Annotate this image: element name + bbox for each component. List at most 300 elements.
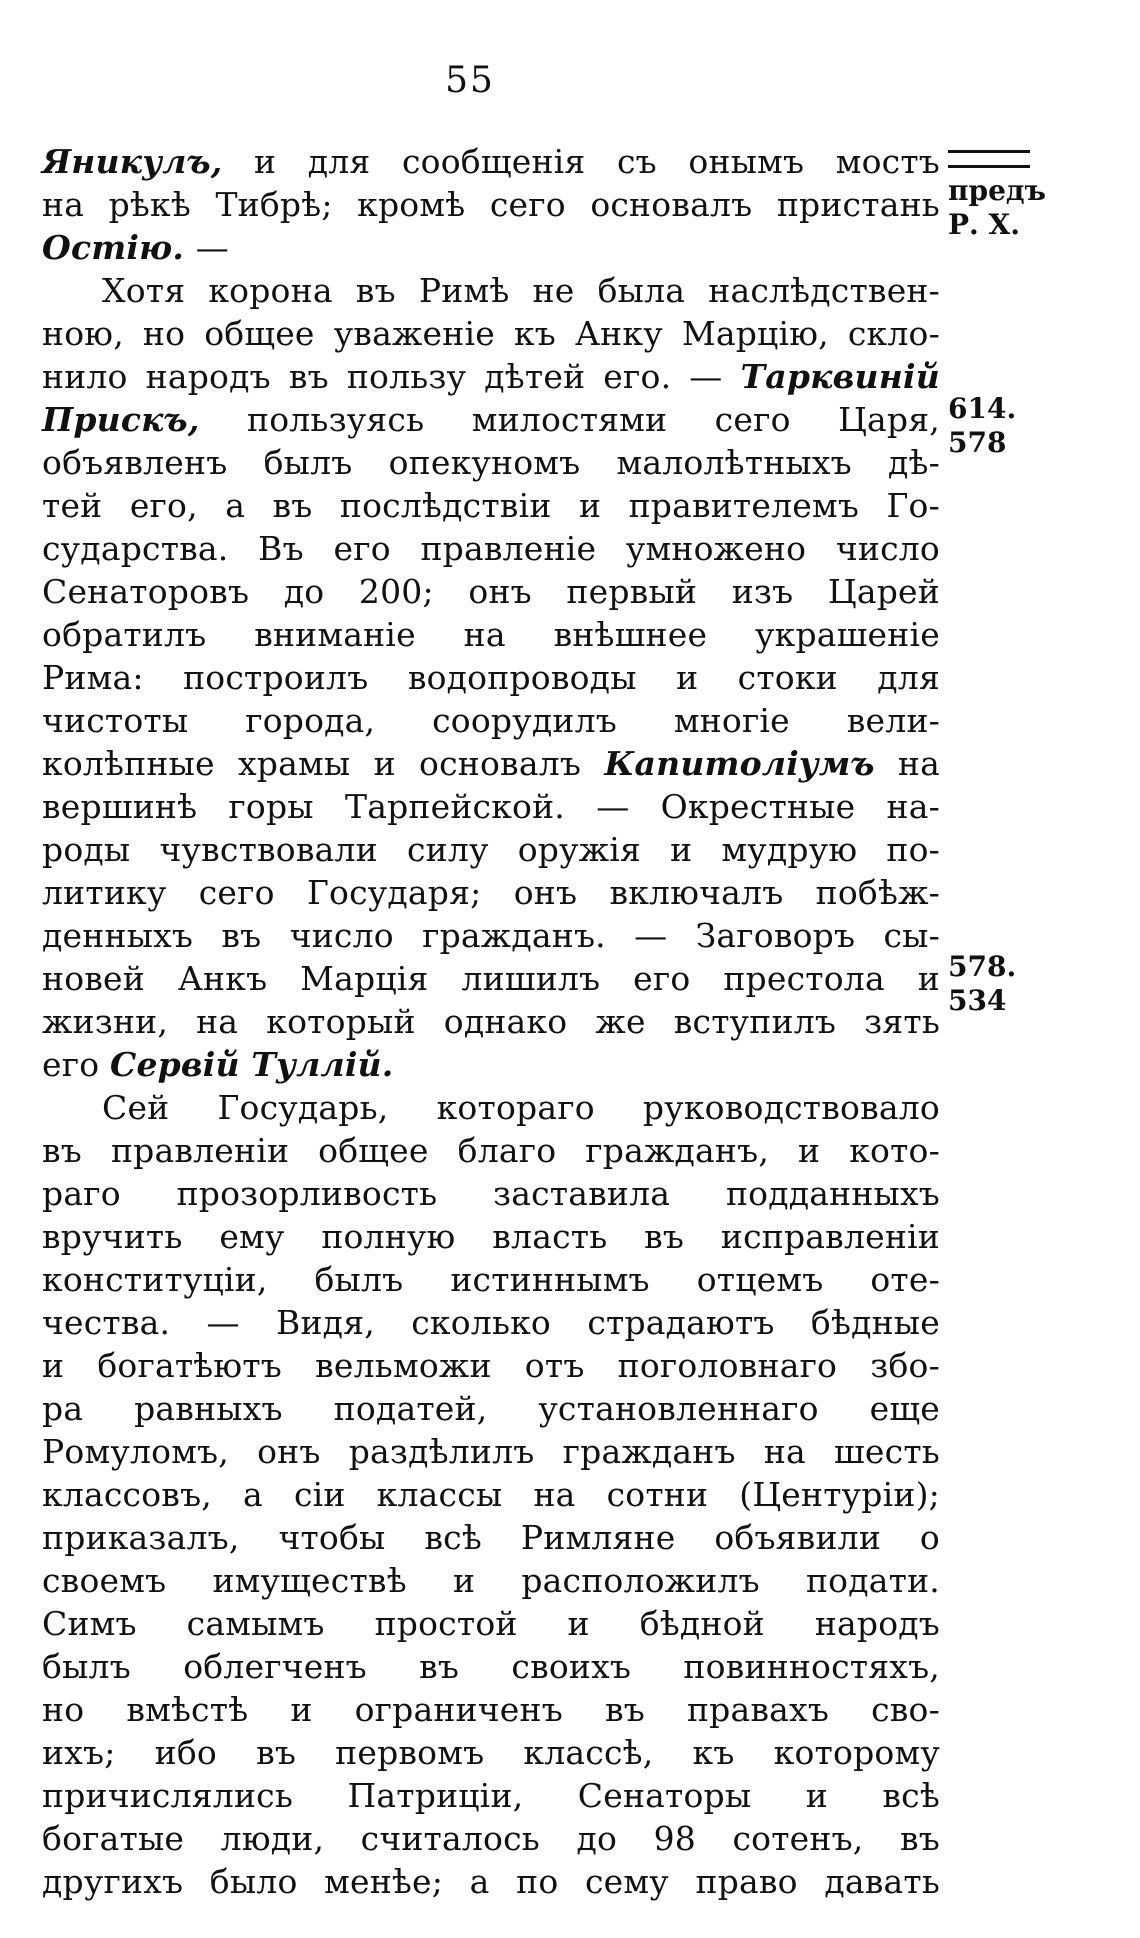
word: сотни (606, 1475, 709, 1514)
word: полную (321, 1217, 456, 1256)
word: правахъ (686, 1690, 830, 1729)
text-line (42, 1387, 940, 1430)
word: внѣшнее (553, 615, 708, 654)
word: Окрестные (660, 787, 856, 826)
margin-date-start: 578. (948, 950, 1017, 983)
word: включалъ (609, 873, 784, 912)
word: классовъ, (42, 1475, 212, 1514)
word: народъ (814, 1604, 940, 1643)
page-number: 55 (445, 60, 495, 101)
word: былъ (42, 1647, 131, 1686)
word: отцемъ (696, 1260, 824, 1299)
word: бѣдной (639, 1604, 765, 1643)
word: оте- (870, 1260, 940, 1299)
text-line (42, 140, 940, 183)
word: онъ (468, 572, 532, 611)
word: города, (245, 701, 376, 740)
word: онъ (257, 1432, 321, 1471)
word: Анку (574, 314, 663, 353)
word: подданныхъ (725, 1174, 940, 1213)
text-line (42, 785, 940, 828)
word: и (805, 1776, 828, 1815)
word: Сенаторы (577, 1776, 752, 1815)
margin-date-start: 614. (948, 392, 1017, 425)
word: для (307, 142, 371, 181)
margin-era-top: предъ (948, 174, 1047, 207)
word: шесть (834, 1432, 940, 1471)
word: которому (773, 1733, 940, 1772)
text-line (42, 828, 940, 871)
word: и (42, 1346, 65, 1385)
word: вниманіе (254, 615, 416, 654)
word: Сенаторовъ (42, 572, 250, 611)
word: его (42, 1045, 110, 1084)
word: сколько (411, 1303, 552, 1342)
word: сы- (883, 916, 940, 955)
word: заставила (493, 1174, 671, 1213)
word: и (567, 1604, 590, 1643)
text-line (42, 871, 940, 914)
word: горы (228, 787, 314, 826)
word: однако (443, 1002, 568, 1041)
word: въ (256, 1733, 297, 1772)
text-line (42, 1516, 940, 1559)
word: богатѣютъ (97, 1346, 282, 1385)
text-line (42, 1430, 940, 1473)
word: расположилъ (521, 1561, 760, 1600)
word: и (798, 1131, 821, 1170)
word: 98 (653, 1819, 696, 1858)
word: гражданъ. (422, 916, 606, 955)
word: (Центуріи); (739, 1475, 940, 1514)
word: въ (221, 916, 262, 955)
word: о (919, 1518, 940, 1557)
word: рѣкѣ (108, 185, 191, 224)
word: имуществѣ (212, 1561, 407, 1600)
word: Анкъ (177, 959, 268, 998)
word: была (597, 271, 686, 310)
text-line (42, 957, 940, 1000)
margin-date-end: 534 (948, 984, 1007, 1017)
text-line (42, 1258, 940, 1301)
word: на- (886, 787, 940, 826)
word: въ (288, 357, 329, 396)
word: истиннымъ (450, 1260, 650, 1299)
word: въ (899, 1819, 940, 1858)
word: Царя, (838, 400, 940, 439)
word: же (595, 1002, 646, 1041)
word: по- (886, 830, 940, 869)
word: оружія (517, 830, 642, 869)
word: пользу (346, 357, 467, 396)
word: другихъ (42, 1862, 184, 1901)
word: число (835, 529, 940, 568)
word: въ (272, 486, 313, 525)
text-line (42, 1817, 940, 1860)
word: колѣпные (42, 744, 215, 783)
text-line (42, 1086, 940, 1129)
margin-note-dates-2 (948, 950, 1038, 1018)
word: своихъ (511, 1647, 632, 1686)
word: тей (42, 486, 103, 525)
word: мудрую (721, 830, 858, 869)
text-line (42, 1172, 940, 1215)
word: Римѣ (418, 271, 510, 310)
word: основалъ (590, 185, 753, 224)
word: гражданъ (562, 1432, 736, 1471)
word: кото- (849, 1131, 940, 1170)
word: дѣ- (888, 443, 940, 482)
word: Въ (258, 529, 304, 568)
text-line (42, 484, 940, 527)
word: прозорливость (176, 1174, 438, 1213)
word: онъ (513, 873, 578, 912)
text-line (42, 398, 940, 441)
word: люди, (220, 1819, 325, 1858)
word: менѣе; (324, 1862, 444, 1901)
word: отъ (524, 1346, 585, 1385)
word: сообщенія (401, 142, 586, 181)
word: его. (603, 357, 672, 396)
word: равныхъ (134, 1389, 283, 1428)
word: корона (208, 271, 333, 310)
text-line (42, 441, 940, 484)
word: чества. (42, 1303, 171, 1342)
word: вершинѣ (42, 787, 198, 826)
word: основалъ (419, 744, 582, 783)
text-line (42, 1602, 940, 1645)
word: роды (42, 830, 131, 869)
word: не (532, 271, 575, 310)
text-line (42, 1559, 940, 1602)
word: и (254, 142, 277, 181)
text-line (42, 355, 940, 398)
word: милостями (471, 400, 668, 439)
word: Марція (300, 959, 429, 998)
text-line (42, 742, 940, 785)
margin-date-end: 578 (948, 426, 1007, 459)
text-line (42, 699, 940, 742)
word: страдаютъ (587, 1303, 775, 1342)
word: литику (42, 873, 167, 912)
word: и (578, 486, 602, 525)
word: для (877, 658, 940, 697)
word: пользуясь (247, 400, 425, 439)
word: руководствовало (642, 1088, 940, 1127)
word: сему (584, 1862, 669, 1901)
text-line (42, 269, 940, 312)
word: установленнаго (538, 1389, 819, 1428)
word: многіе (673, 701, 790, 740)
word: Сервій (109, 1045, 252, 1084)
word: побѣж- (815, 873, 940, 912)
word: первомъ (335, 1733, 485, 1772)
word: дѣтей (484, 357, 586, 396)
word: храмы (238, 744, 351, 783)
word: бѣдные (810, 1303, 940, 1342)
word: былъ (314, 1260, 404, 1299)
word: Сей (102, 1088, 170, 1127)
word: самымъ (186, 1604, 325, 1643)
word: ему (219, 1217, 285, 1256)
word: сего (489, 185, 566, 224)
word: Марцію, (681, 314, 829, 353)
word: богатые (42, 1819, 185, 1858)
word: чувствовали (159, 830, 378, 869)
word: соорудилъ (432, 701, 617, 740)
word: Яникулъ, (42, 142, 223, 181)
word: Заговоръ (695, 916, 856, 955)
text-line (42, 1774, 940, 1817)
word: умножено (625, 529, 807, 568)
word: Видя, (276, 1303, 375, 1342)
word: чистоты (42, 701, 189, 740)
word: Симъ (42, 1604, 137, 1643)
word: въ (419, 1647, 460, 1686)
word: своемъ (42, 1561, 167, 1600)
word: ихъ; (42, 1733, 116, 1772)
word: скло- (847, 314, 940, 353)
word: по (516, 1862, 559, 1901)
word: приказалъ, (42, 1518, 240, 1557)
word: власть (492, 1217, 608, 1256)
word: конституціи, (42, 1260, 268, 1299)
margin-note-dates-1 (948, 392, 1038, 460)
word: классы (376, 1475, 503, 1514)
word: Го- (886, 486, 940, 525)
word: ограниченъ (354, 1690, 563, 1729)
word: и (290, 1690, 313, 1729)
word: вступилъ (673, 1002, 837, 1041)
word: его (633, 959, 691, 998)
word: онымъ (688, 142, 805, 181)
word: на (196, 1002, 239, 1041)
word: съ (616, 142, 657, 181)
word: мостъ (835, 142, 940, 181)
text-line (42, 1645, 940, 1688)
word: кромѣ (357, 185, 466, 224)
word: правленіе (420, 529, 597, 568)
text-line (42, 1043, 940, 1086)
word: былъ (263, 443, 353, 482)
word: народъ (145, 357, 271, 396)
word: Остію. (42, 228, 196, 267)
word: Прискъ, (42, 400, 200, 439)
word: до (283, 572, 325, 611)
word: Туллій. (251, 1045, 394, 1084)
word: Римляне (520, 1518, 676, 1557)
word: классѣ, (523, 1733, 654, 1772)
text-line (42, 527, 940, 570)
body-text (42, 140, 940, 1903)
text-line (42, 656, 940, 699)
text-line (42, 1473, 940, 1516)
word: на (463, 615, 506, 654)
text-line (42, 1688, 940, 1731)
margin-note-era (948, 150, 1047, 242)
word: опекуномъ (388, 443, 581, 482)
word: вели- (846, 701, 940, 740)
word: подати. (805, 1561, 940, 1600)
word: простой (374, 1604, 518, 1643)
text-line (42, 1129, 940, 1172)
word: Царей (827, 572, 940, 611)
word: ною, (42, 314, 124, 353)
word: объявили (714, 1518, 882, 1557)
word: общее (318, 1131, 429, 1170)
text-line (42, 1860, 940, 1903)
word: на (897, 744, 940, 783)
word: Хотя (102, 271, 186, 310)
word: исправленіи (720, 1217, 940, 1256)
word: ра (42, 1389, 84, 1428)
word: 200; (358, 572, 434, 611)
word: къ (513, 314, 556, 353)
word: послѣдствіи (339, 486, 552, 525)
word: украшеніе (755, 615, 940, 654)
text-line (42, 226, 940, 269)
word: нило (42, 357, 128, 396)
word: и (670, 830, 693, 869)
word: раго (42, 1174, 121, 1213)
word: вельможи (315, 1346, 492, 1385)
word: и (373, 744, 396, 783)
word: вмѣстѣ (126, 1690, 249, 1729)
word: повинностяхъ, (683, 1647, 940, 1686)
word: а (243, 1475, 263, 1514)
word: сотенъ, (732, 1819, 864, 1858)
word: престола (723, 959, 885, 998)
word: всѣ (424, 1518, 482, 1557)
word: благо (457, 1131, 557, 1170)
word: Ромуломъ, (42, 1432, 229, 1471)
word: на (763, 1432, 806, 1471)
text-line (42, 1000, 940, 1043)
word: въ (42, 1131, 82, 1170)
word: въ (644, 1217, 685, 1256)
word: вручить (42, 1217, 183, 1256)
word: и (676, 658, 699, 697)
text-line (42, 1215, 940, 1258)
word: считалось (360, 1819, 540, 1858)
word: жизни, (42, 1002, 169, 1041)
text-line (42, 914, 940, 957)
word: объявленъ (42, 443, 228, 482)
word: а (469, 1862, 490, 1901)
word: было (209, 1862, 298, 1901)
word: стоки (737, 658, 838, 697)
word: обратилъ (42, 615, 207, 654)
word: сво- (871, 1690, 940, 1729)
word: пристань (776, 185, 940, 224)
text-line (42, 570, 940, 613)
word: и (917, 959, 940, 998)
word: его, (129, 486, 198, 525)
word: изъ (731, 572, 794, 611)
word: общее (204, 314, 315, 353)
word: Тарквиній (740, 357, 940, 396)
word: сего (714, 400, 791, 439)
text-line (42, 1344, 940, 1387)
word: и (452, 1561, 476, 1600)
word: Тибрѣ; (215, 185, 333, 224)
word: построилъ (183, 658, 369, 697)
word: наслѣдствен- (708, 271, 940, 310)
word: въ (604, 1690, 645, 1729)
word: — (206, 1303, 240, 1342)
word: гражданъ, (585, 1131, 770, 1170)
word: чтобы (278, 1518, 386, 1557)
double-rule (948, 150, 1030, 168)
word: до (576, 1819, 618, 1858)
text-line (42, 613, 940, 656)
word: сударства. (42, 529, 229, 568)
word: Рима: (42, 658, 144, 697)
word: Тарпейской. (345, 787, 565, 826)
word: который (266, 1002, 416, 1041)
word: раздѣлилъ (348, 1432, 535, 1471)
text-line (42, 183, 940, 226)
word: податей, (333, 1389, 488, 1428)
text-line (42, 1731, 940, 1774)
word: но (42, 1690, 85, 1729)
word: сего (198, 873, 275, 912)
text-line (42, 312, 940, 355)
word: облегченъ (183, 1647, 367, 1686)
word: а (225, 486, 246, 525)
word: зять (864, 1002, 940, 1041)
word: но (142, 314, 186, 353)
word: на (42, 185, 85, 224)
word: силу (406, 830, 489, 869)
word: Капитоліумъ (604, 744, 875, 783)
word: денныхъ (42, 916, 194, 955)
word: Государь, (217, 1088, 389, 1127)
word: его (333, 529, 391, 568)
word: на (533, 1475, 576, 1514)
word: — (689, 357, 723, 396)
word: малолѣтныхъ (616, 443, 852, 482)
word: всѣ (882, 1776, 940, 1815)
word: число (289, 916, 394, 955)
word: право (695, 1862, 798, 1901)
word: Государя; (306, 873, 482, 912)
word: лишилъ (461, 959, 601, 998)
word: первый (566, 572, 698, 611)
margin-era-bottom: Р. Х. (948, 208, 1021, 241)
word: збо- (870, 1346, 940, 1385)
word: — (634, 916, 668, 955)
word: правленіи (110, 1131, 290, 1170)
word: поголовнаго (617, 1346, 838, 1385)
word: Патриціи, (347, 1776, 524, 1815)
word: котораго (436, 1088, 595, 1127)
word: еще (869, 1389, 940, 1428)
word: давать (824, 1862, 940, 1901)
word: новей (42, 959, 145, 998)
word: въ (355, 271, 396, 310)
word: сіи (293, 1475, 346, 1514)
word: причислялись (42, 1776, 293, 1815)
text-line (42, 1301, 940, 1344)
word: — (596, 787, 630, 826)
word: ибо (154, 1733, 217, 1772)
word: правителемъ (628, 486, 860, 525)
word: къ (692, 1733, 735, 1772)
word: водопроводы (407, 658, 637, 697)
word: уваженіе (333, 314, 495, 353)
word: — (195, 228, 229, 267)
